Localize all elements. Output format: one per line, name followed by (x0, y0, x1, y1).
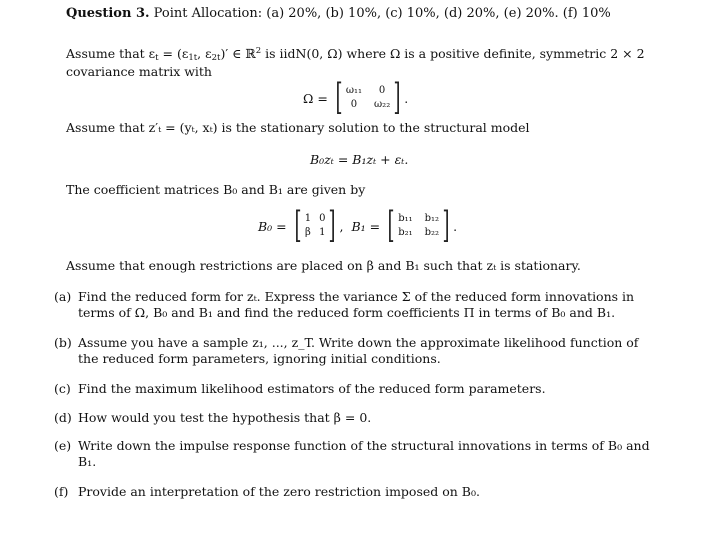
b1-lhs: B₁ = (351, 218, 381, 234)
left-bracket: [ (335, 77, 343, 118)
matrix-cell: b₂₂ (424, 227, 440, 238)
part-label: (d) (54, 410, 72, 425)
matrix-cell: 1 (319, 227, 326, 238)
part-label: (b) (54, 335, 72, 350)
b0-matrix: B₀ = [ 1 0 β 1 ] , B₁ = [ b₁₁ b₁₂ b₂₁ b₂₂ ] . (258, 205, 458, 246)
question-number: Question 3. (66, 6, 150, 21)
right-bracket: ] (328, 205, 336, 246)
b1-cells (398, 212, 439, 240)
part-label: (c) (54, 381, 71, 396)
part-label: (f) (54, 484, 69, 499)
matrix-cell: 0 (319, 213, 326, 224)
coefficient-text: The coefficient matrices B₀ and B₁ are given by (66, 182, 366, 197)
matrix-cell: ω₁₁ (345, 85, 363, 96)
right-bracket: ] (393, 77, 401, 118)
left-bracket: [ (294, 205, 302, 246)
matrix-cell: b₂₁ (398, 227, 413, 238)
structural-model-equation: B₀zₜ = B₁zₜ + εₜ. (310, 152, 409, 167)
assume-restrictions: Assume that enough restrictions are placed on β and B₁ such that zₜ is stationary. (66, 258, 581, 273)
matrix-cell: 0 (350, 99, 358, 110)
part-a (54, 289, 658, 321)
left-bracket: [ (387, 205, 395, 246)
part-text: Find the maximum likelihood estimators of the reduced form parameters. (78, 381, 546, 396)
part-e (54, 438, 658, 470)
omega-lhs: Ω = (303, 90, 328, 106)
assume-stationary-solution: Assume that z′ₜ = (yₜ, xₜ) is the stationary solution to the structural model (66, 120, 530, 135)
part-text: Find the reduced form for zₜ. Express the variance Σ of the reduced form innovations in terms of Ω, B₀ and B₁ and find the reduced form coefficients Π in terms of B₀ and B₁. (78, 289, 635, 320)
intro-line-1: Assume that $\varepsilon_t = (\varepsilon_{1t}$, $\varepsilon_{2t})'$ ∈ ℝ$^2$ is iidN(0, Ω) where Ω is a positive definite, symmetric 2 × 2 (66, 46, 645, 63)
matrix-cell: ω₂₂ (374, 99, 391, 110)
matrix-cell: b₁₂ (424, 213, 440, 224)
matrix-cell: β (305, 227, 311, 238)
question-header (66, 6, 611, 21)
matrix-cell: 1 (304, 213, 312, 224)
b0-lhs: B₀ = (258, 218, 287, 234)
part-text: Assume you have a sample z₁, ..., z_T. Write down the approximate likelihood function of the reduced form parameters, ignoring initial conditions. (78, 335, 639, 366)
matrix-cell: b₁₁ (398, 213, 413, 224)
part-text: How would you test the hypothesis that β = 0. (78, 410, 372, 425)
part-text: Write down the impulse response function of the structural innovations in terms of B₀ and B₁. (78, 438, 650, 469)
matrix-cell: 0 (378, 85, 386, 96)
part-text: Provide an interpretation of the zero restriction imposed on B₀. (78, 484, 480, 499)
intro-line-2: covariance matrix with (66, 64, 212, 79)
part-c (54, 381, 658, 397)
part-d (54, 410, 658, 426)
omega-matrix: Ω = [ ω₁₁ 0 0 ω₂₂ ] . (303, 77, 409, 118)
part-label: (a) (54, 289, 72, 304)
b0-cells (305, 212, 326, 240)
part-f (54, 484, 658, 500)
omega-cells (346, 84, 390, 112)
part-label: (e) (54, 438, 72, 453)
point-allocation: Point Allocation: (a) 20%, (b) 10%, (c) 10%, (d) 20%, (e) 20%. (f) 10% (153, 6, 611, 21)
part-b (54, 335, 658, 367)
right-bracket: ] (442, 205, 450, 246)
